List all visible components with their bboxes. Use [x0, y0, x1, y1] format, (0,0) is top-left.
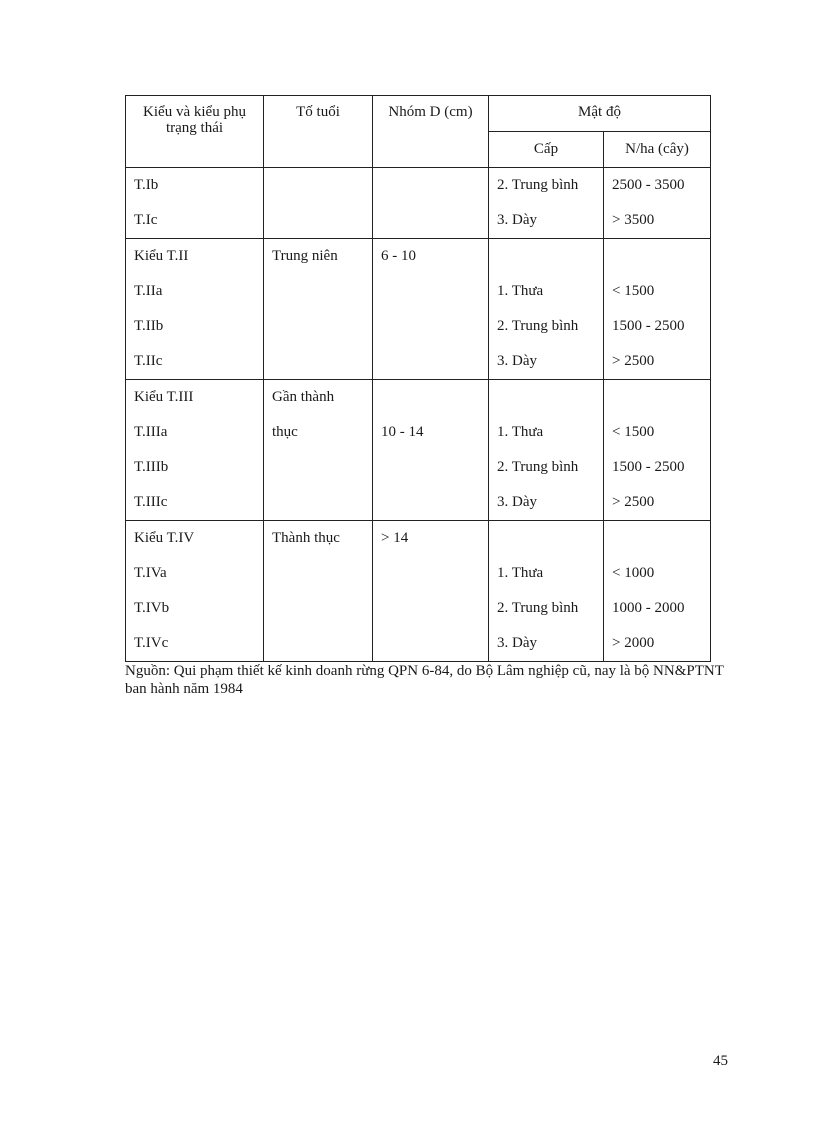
cell-group-d: > 14 [373, 521, 489, 557]
cell-type: T.IIIa [126, 415, 264, 450]
cell-type: T.IIIb [126, 450, 264, 485]
table-row [126, 309, 711, 344]
header-group-d: Nhóm D (cm) [373, 96, 489, 168]
cell-nha [604, 521, 711, 557]
cell-age [264, 344, 373, 380]
table-row [126, 415, 711, 450]
table-row [126, 239, 711, 275]
cell-nha: 1500 - 2500 [604, 309, 711, 344]
cell-level: 1. Thưa [489, 274, 604, 309]
cell-nha: 1000 - 2000 [604, 591, 711, 626]
cell-nha [604, 239, 711, 275]
cell-age [264, 556, 373, 591]
cell-age: Trung niên [264, 239, 373, 275]
table-row [126, 485, 711, 521]
page-number: 45 [713, 1053, 728, 1069]
cell-group-d [373, 450, 489, 485]
cell-type: Kiểu T.III [126, 380, 264, 416]
cell-nha: 2500 - 3500 [604, 168, 711, 204]
cell-type: Kiểu T.IV [126, 521, 264, 557]
cell-type: T.IVb [126, 591, 264, 626]
cell-nha [604, 380, 711, 416]
cell-type: T.IIc [126, 344, 264, 380]
cell-type: T.Ic [126, 203, 264, 239]
cell-age [264, 274, 373, 309]
cell-age: thục [264, 415, 373, 450]
table-row [126, 450, 711, 485]
cell-level: 2. Trung bình [489, 450, 604, 485]
stand-classification-table [125, 95, 711, 662]
table-row [126, 168, 711, 204]
cell-level: 2. Trung bình [489, 591, 604, 626]
cell-age [264, 450, 373, 485]
cell-level: 1. Thưa [489, 556, 604, 591]
header-age: Tố tuổi [264, 96, 373, 168]
cell-level [489, 521, 604, 557]
cell-group-d [373, 309, 489, 344]
cell-type: T.IIb [126, 309, 264, 344]
cell-type: T.IIa [126, 274, 264, 309]
cell-nha: > 3500 [604, 203, 711, 239]
table-row [126, 344, 711, 380]
table-row [126, 521, 711, 557]
cell-group-d [373, 274, 489, 309]
header-nha: N/ha (cây) [604, 132, 711, 168]
cell-group-d: 6 - 10 [373, 239, 489, 275]
cell-nha: < 1500 [604, 415, 711, 450]
cell-group-d [373, 626, 489, 662]
cell-nha: < 1500 [604, 274, 711, 309]
cell-level: 3. Dày [489, 485, 604, 521]
cell-level: 3. Dày [489, 626, 604, 662]
cell-type: T.Ib [126, 168, 264, 204]
cell-nha: > 2500 [604, 344, 711, 380]
cell-type: T.IVa [126, 556, 264, 591]
cell-level [489, 380, 604, 416]
header-level: Cấp [489, 132, 604, 168]
cell-group-d [373, 591, 489, 626]
cell-nha: 1500 - 2500 [604, 450, 711, 485]
table-row [126, 203, 711, 239]
cell-group-d [373, 344, 489, 380]
cell-age [264, 168, 373, 204]
cell-group-d [373, 203, 489, 239]
cell-group-d [373, 168, 489, 204]
cell-age [264, 626, 373, 662]
cell-age: Thành thục [264, 521, 373, 557]
cell-age: Gần thành [264, 380, 373, 416]
cell-group-d: 10 - 14 [373, 415, 489, 450]
cell-level: 1. Thưa [489, 415, 604, 450]
header-type: Kiểu và kiểu phụ trạng thái [126, 96, 264, 168]
cell-type: T.IIIc [126, 485, 264, 521]
header-density: Mật độ [489, 96, 711, 132]
cell-level: 3. Dày [489, 344, 604, 380]
source-note: Nguồn: Qui phạm thiết kế kinh doanh rừng QPN 6-84, do Bộ Lâm nghiệp cũ, nay là bộ NN&PTNT ban hành năm 1984 [125, 663, 724, 697]
cell-level [489, 239, 604, 275]
cell-type: T.IVc [126, 626, 264, 662]
cell-age [264, 485, 373, 521]
cell-level: 3. Dày [489, 203, 604, 239]
table-body [126, 168, 711, 662]
cell-age [264, 591, 373, 626]
cell-group-d [373, 485, 489, 521]
cell-age [264, 309, 373, 344]
cell-nha: > 2500 [604, 485, 711, 521]
cell-type: Kiểu T.II [126, 239, 264, 275]
cell-nha: < 1000 [604, 556, 711, 591]
table-row [126, 556, 711, 591]
cell-age [264, 203, 373, 239]
table-row [126, 380, 711, 416]
cell-nha: > 2000 [604, 626, 711, 662]
cell-level: 2. Trung bình [489, 168, 604, 204]
table-row [126, 626, 711, 662]
cell-level: 2. Trung bình [489, 309, 604, 344]
cell-group-d [373, 556, 489, 591]
cell-group-d [373, 380, 489, 416]
table-row [126, 591, 711, 626]
table-row [126, 274, 711, 309]
